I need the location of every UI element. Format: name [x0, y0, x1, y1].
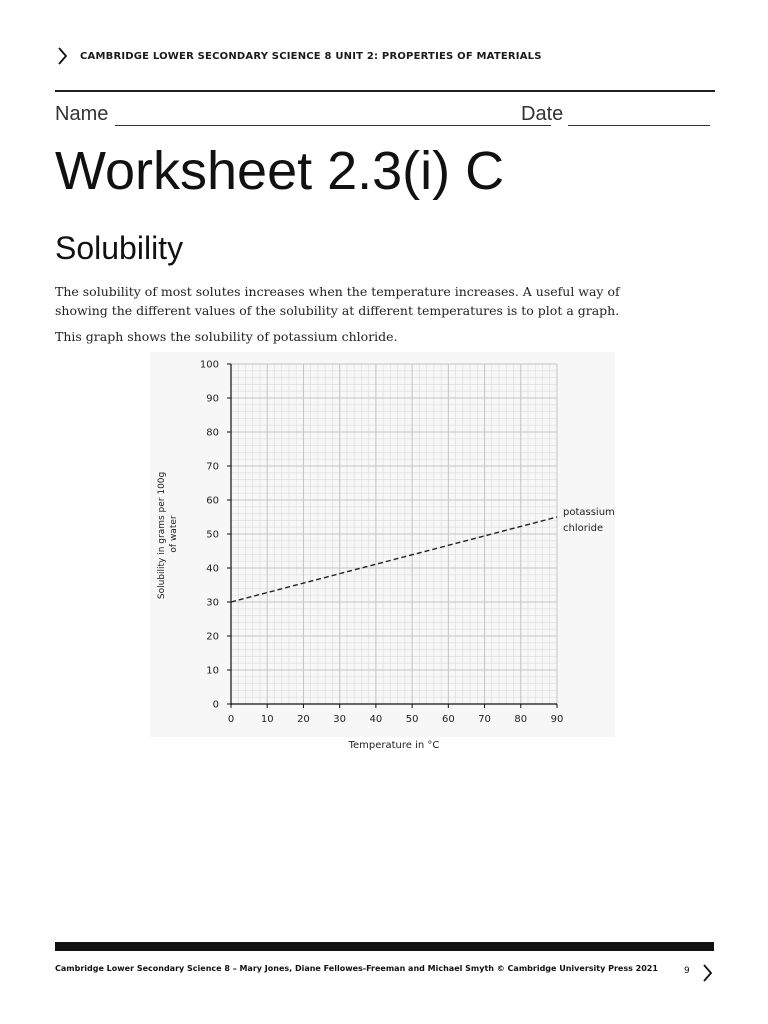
series-label: chloride [563, 523, 604, 534]
date-label: Date [521, 103, 564, 125]
graph-intro-paragraph: This graph shows the solubility of potassium chloride. [55, 329, 398, 344]
intro-paragraph: The solubility of most solutes increases when the temperature increases. A useful way of showing the different values of the solubility at different temperatures is to plot a graph. [55, 284, 620, 318]
x-tick-label: 40 [369, 714, 383, 725]
x-axis-label: Temperature in °C [348, 740, 440, 751]
header-rule [55, 90, 715, 92]
y-tick-label: 20 [206, 631, 219, 643]
page-number: 9 [684, 966, 690, 976]
x-tick-label: 60 [441, 714, 455, 725]
x-tick-label: 20 [297, 714, 310, 725]
footer-bar [55, 942, 714, 951]
page-title: Worksheet 2.3(i) C [55, 141, 505, 201]
name-field[interactable] [115, 125, 551, 126]
name-label: Name [55, 103, 109, 125]
x-tick-label: 70 [478, 714, 491, 725]
footer-credit: Cambridge Lower Secondary Science 8 – Mary Jones, Diane Fellowes-Freeman and Michael Smyth © Cambridge University Press 2021 [55, 964, 658, 973]
y-tick-label: 50 [206, 529, 219, 541]
y-tick-label: 40 [206, 563, 219, 575]
series-label: potassium [563, 507, 615, 518]
solubility-chart [150, 352, 620, 762]
breadcrumb: CAMBRIDGE LOWER SECONDARY SCIENCE 8 UNIT 2: PROPERTIES OF MATERIALS [80, 50, 542, 62]
chart-background [150, 352, 615, 737]
y-tick-label: 30 [206, 597, 219, 609]
x-tick-label: 90 [550, 714, 564, 725]
section-title: Solubility [55, 230, 184, 266]
y-axis-label-line-2: of water [169, 515, 179, 553]
y-tick-label: 70 [206, 461, 219, 473]
y-axis-label-line-1: Solubility in grams per 100g [157, 471, 167, 600]
x-tick-label: 0 [227, 714, 235, 725]
y-tick-label: 60 [206, 495, 219, 507]
date-field[interactable] [568, 125, 710, 126]
y-tick-label: 0 [212, 699, 219, 711]
x-tick-label: 30 [333, 714, 347, 725]
x-tick-label: 50 [405, 714, 419, 725]
y-tick-label: 10 [206, 665, 219, 677]
name-date-row [55, 103, 715, 131]
x-tick-label: 10 [260, 714, 274, 725]
y-tick-label: 100 [199, 359, 219, 371]
y-tick-label: 90 [206, 393, 219, 405]
y-tick-label: 80 [206, 427, 219, 439]
chevron-right-icon [700, 963, 716, 983]
x-tick-label: 80 [514, 714, 528, 725]
page-header [55, 46, 715, 66]
chevron-right-icon [55, 46, 77, 66]
